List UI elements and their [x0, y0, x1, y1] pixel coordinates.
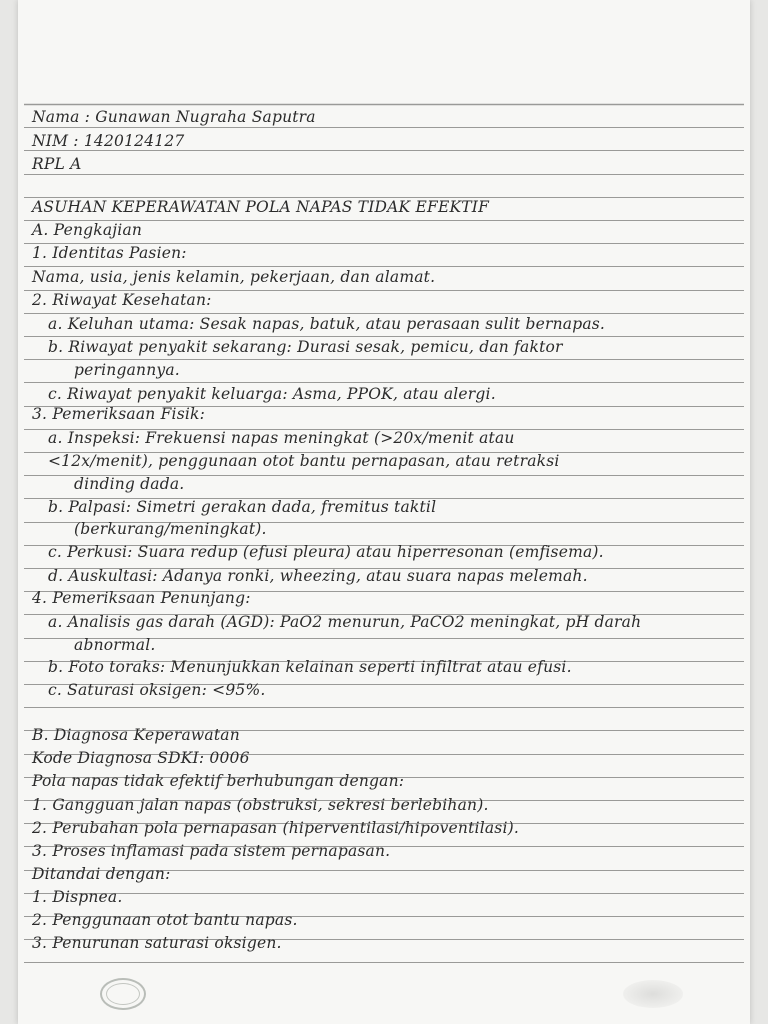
student-class: RPL A: [32, 155, 82, 173]
exam-heading: 3. Pemeriksaan Fisik:: [32, 405, 206, 423]
paper-smudge: [623, 980, 683, 1008]
exam-item-a: a. Inspeksi: Frekuensi napas meningkat (>20x/menit atau: [48, 429, 515, 447]
history-item-a: a. Keluhan utama: Sesak napas, batuk, atau perasaan sulit bernapas.: [48, 315, 606, 333]
support-item-b: b. Foto toraks: Menunjukkan kelainan seperti infiltrat atau efusi.: [48, 658, 572, 676]
exam-item-a-cont2: dinding dada.: [74, 475, 185, 493]
history-item-c: c. Riwayat penyakit keluarga: Asma, PPOK, atau alergi.: [48, 385, 496, 403]
identity-text: Nama, usia, jenis kelamin, pekerjaan, dan alamat.: [32, 268, 436, 286]
diagnosis-code: Kode Diagnosa SDKI: 0006: [32, 749, 250, 767]
support-item-c: c. Saturasi oksigen: <95%.: [48, 681, 266, 699]
exam-item-b-cont: (berkurang/meningkat).: [74, 520, 267, 538]
student-nim: NIM : 1420124127: [32, 132, 185, 150]
related-heading: Pola napas tidak efektif berhubungan dengan:: [32, 772, 405, 790]
signs-heading: Ditandai dengan:: [32, 865, 171, 883]
exam-item-d: d. Auskultasi: Adanya ronki, wheezing, atau suara napas melemah.: [48, 567, 588, 585]
history-item-b-cont: peringannya.: [74, 361, 180, 379]
exam-item-b: b. Palpasi: Simetri gerakan dada, fremitus taktil: [48, 498, 437, 516]
identity-heading: 1. Identitas Pasien:: [32, 244, 187, 262]
exam-item-c: c. Perkusi: Suara redup (efusi pleura) atau hiperresonan (emfisema).: [48, 543, 604, 561]
sign-item-2: 2. Penggunaan otot bantu napas.: [32, 911, 298, 929]
support-heading: 4. Pemeriksaan Penunjang:: [32, 589, 251, 607]
history-item-b: b. Riwayat penyakit sekarang: Durasi sesak, pemicu, dan faktor: [48, 338, 563, 356]
document-title: ASUHAN KEPERAWATAN POLA NAPAS TIDAK EFEKTIF: [32, 198, 490, 216]
history-heading: 2. Riwayat Kesehatan:: [32, 291, 212, 309]
related-item-2: 2. Perubahan pola pernapasan (hiperventilasi/hipoventilasi).: [32, 819, 519, 837]
paper-brand-stamp-icon: [100, 978, 146, 1010]
support-item-a-cont: abnormal.: [74, 636, 156, 654]
related-item-1: 1. Gangguan jalan napas (obstruksi, sekresi berlebihan).: [32, 796, 489, 814]
exam-item-a-cont1: <12x/menit), penggunaan otot bantu pernapasan, atau retraksi: [48, 452, 560, 470]
student-name: Nama : Gunawan Nugraha Saputra: [32, 108, 316, 126]
section-b-heading: B. Diagnosa Keperawatan: [32, 726, 240, 744]
support-item-a: a. Analisis gas darah (AGD): PaO2 menurun, PaCO2 meningkat, pH darah: [48, 613, 642, 631]
section-a-heading: A. Pengkajian: [32, 221, 143, 239]
sign-item-3: 3. Penurunan saturasi oksigen.: [32, 934, 282, 952]
sign-item-1: 1. Dispnea.: [32, 888, 123, 906]
notebook-page: [18, 0, 750, 1024]
related-item-3: 3. Proses inflamasi pada sistem pernapasan.: [32, 842, 391, 860]
